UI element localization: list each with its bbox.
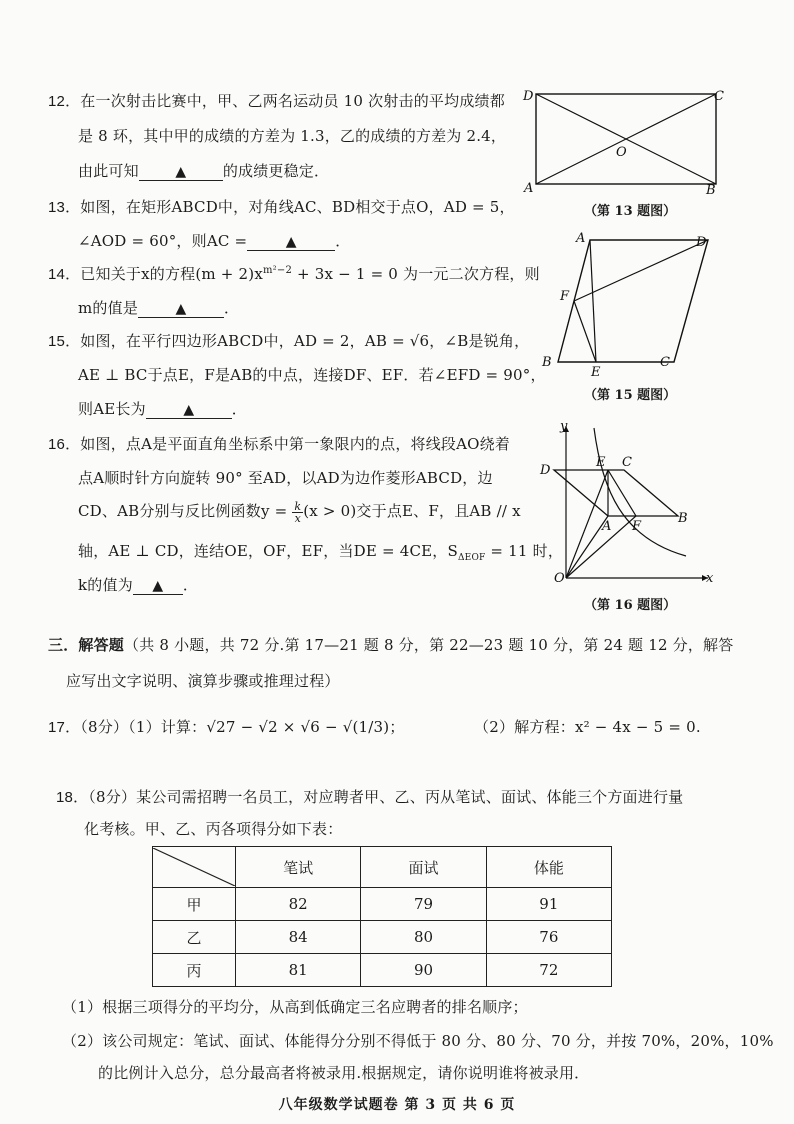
q15-label-d: D <box>696 235 707 250</box>
q16-line1 <box>48 433 510 454</box>
q13-label-a: A <box>524 181 534 196</box>
q15-line3 <box>78 398 247 419</box>
q13-label-b: B <box>706 183 716 198</box>
q13-label-c: C <box>714 89 724 104</box>
q14-text-1b: + 3x − 1 = 0 为一元二次方程，则 <box>292 265 540 283</box>
q15-text-3a: 则AE长为 <box>78 400 146 418</box>
table-cell: 82 <box>236 888 361 921</box>
table-header-interview: 面试 <box>361 847 486 888</box>
table-corner-diagonal <box>153 848 235 886</box>
q14-text-1a: 已知关于x的方程(m + 2)x <box>80 265 263 283</box>
table-row-name: 甲 <box>153 888 236 921</box>
section3-heading <box>48 634 733 655</box>
q13-caption: （第 13 题图） <box>584 204 677 219</box>
q15-caption: （第 15 题图） <box>584 388 677 403</box>
section3-title: 三．解答题 <box>48 636 125 654</box>
q13-label-o: O <box>616 145 627 160</box>
table-cell: 80 <box>361 921 486 954</box>
q15-answer-blank[interactable] <box>146 400 232 419</box>
q17-part2: （2）解方程：x² − 4x − 5 = 0. <box>474 718 701 736</box>
table-corner-cell <box>153 847 236 888</box>
q13-label-d: D <box>523 89 534 104</box>
q18-text-1: （8分）某公司需招聘一名员工，对应聘者甲、乙、丙从笔试、面试、体能三个方面进行量 <box>88 788 684 806</box>
q16-label-d: D <box>540 463 551 478</box>
table-row <box>153 888 612 921</box>
q16-fraction <box>292 501 303 524</box>
q16-text-3a: CD、AB分别与反比例函数y = <box>78 502 288 520</box>
q12-answer-blank[interactable] <box>139 162 223 181</box>
q18-line1 <box>56 786 683 807</box>
q12-text-2: 是 8 环，其中甲的成绩的方差为 1.3，乙的成绩的方差为 2.4， <box>78 127 507 145</box>
q14-line2 <box>78 297 239 318</box>
q13-line2 <box>78 230 350 251</box>
q16-fraction-numerator: k <box>294 499 302 513</box>
q16-text-2: 点A顺时针方向旋转 90° 至AD，以AD为边作菱形ABCD，边 <box>78 469 493 487</box>
q18-subquestion-1: （1）根据三项得分的平均分，从高到低确定三名应聘者的排名顺序； <box>62 998 528 1016</box>
section3-description: （共 8 小题，共 72 分.第 17—21 题 8 分，第 22—23 题 10 分，第 24 题 12 分，解答 <box>124 636 734 654</box>
q16-figure <box>536 420 716 590</box>
q17-part1-end: ； <box>389 718 405 736</box>
blank-triangle-icon: ▲ <box>175 301 187 317</box>
q12-line1 <box>48 90 505 111</box>
table-cell: 81 <box>236 954 361 987</box>
q15-segment-fe <box>574 301 596 362</box>
q14-number: 14． <box>48 266 81 283</box>
blank-triangle-icon: ▲ <box>183 402 195 418</box>
q16-text-3b: (x > 0)交于点E、F，且AB // x <box>303 502 521 520</box>
table-header-written: 笔试 <box>236 847 361 888</box>
section3-instructions: 应写出文字说明、演算步骤或推理过程） <box>66 672 340 690</box>
q14-exponent: m²−2 <box>263 265 293 276</box>
q16-area-subscript: ΔEOF <box>457 553 486 563</box>
q15-label-a: A <box>576 231 586 246</box>
q13-text-2a: ∠AOD = 60°，则AC = <box>78 232 248 250</box>
blank-triangle-icon: ▲ <box>175 164 187 180</box>
q16-label-f: F <box>632 519 642 534</box>
table-row-name: 乙 <box>153 921 236 954</box>
q16-label-o: O <box>554 571 565 586</box>
q14-answer-blank[interactable] <box>138 299 224 318</box>
table-header-fitness: 体能 <box>486 847 611 888</box>
q17-line <box>48 716 405 737</box>
q17-part1: （8分）（1）计算：√27 − √2 × √6 − <box>80 718 343 736</box>
q12-text-3b: 的成绩更稳定． <box>222 162 330 180</box>
q15-figure <box>540 228 720 376</box>
table-header-row <box>153 847 612 888</box>
page-footer: 八年级数学试题卷 第 3 页 共 6 页 <box>278 1097 516 1113</box>
q16-number: 16． <box>48 436 81 453</box>
q15-label-e: E <box>591 365 601 376</box>
q17-number: 17． <box>48 719 81 736</box>
q13-text-1: 如图，在矩形ABCD中，对角线AC、BD相交于点O，AD = 5， <box>80 198 515 216</box>
q13-answer-blank[interactable] <box>247 232 335 251</box>
q17-part1-radical: √(1/3) <box>342 718 390 736</box>
q16-label-e: E <box>596 455 606 470</box>
blank-triangle-icon: ▲ <box>285 234 297 250</box>
table-cell: 90 <box>361 954 486 987</box>
q16-rhombus <box>554 470 678 516</box>
q14-text-2a: m的值是 <box>78 299 139 317</box>
q13-number: 13． <box>48 199 81 216</box>
q15-segment-ae <box>590 240 596 362</box>
q16-line5 <box>78 574 198 595</box>
q12-text-1: 在一次射击比赛中，甲、乙两名运动员 10 次射击的平均成绩都 <box>80 92 505 110</box>
q16-line3 <box>78 500 521 524</box>
table-cell: 79 <box>361 888 486 921</box>
blank-triangle-icon: ▲ <box>152 578 164 594</box>
q15-text-1: 如图，在平行四边形ABCD中，AD = 2，AB = √6，∠B是锐角， <box>80 332 530 350</box>
table-row <box>153 954 612 987</box>
q16-line4 <box>78 540 563 563</box>
q18-subquestion-2-line2: 的比例计入总分，总分最高者将被录用.根据规定，请你说明谁将被录用． <box>98 1064 590 1082</box>
q16-answer-blank[interactable] <box>133 576 183 595</box>
q16-fraction-denominator: x <box>294 511 301 525</box>
q16-label-a: A <box>602 519 612 534</box>
q15-label-b: B <box>542 355 552 370</box>
q12-text-3a: 由此可知 <box>78 162 139 180</box>
q18-number: 18． <box>56 789 89 806</box>
q18-subquestion-2-line1: （2）该公司规定：笔试、面试、体能得分分别不得低于 80 分、80 分、70 分，并按 70%，20%，10% <box>62 1032 774 1050</box>
q15-segment-fd <box>574 240 708 301</box>
table-cell: 76 <box>486 921 611 954</box>
q16-text-5a: k的值为 <box>78 576 133 594</box>
q16-text-4a: 轴，AE ⊥ CD，连结OE，OF，EF，当DE = 4CE，S <box>78 542 458 560</box>
q13-text-2b: ． <box>335 232 351 250</box>
q14-line1 <box>48 263 540 284</box>
q16-label-b: B <box>678 511 688 526</box>
q16-text-4b: = 11 时， <box>485 542 564 560</box>
q13-line1 <box>48 196 515 217</box>
table-row <box>153 921 612 954</box>
table-row-name: 丙 <box>153 954 236 987</box>
table-cell: 91 <box>486 888 611 921</box>
q16-label-c: C <box>622 455 632 470</box>
q18-text-2: 化考核。甲、乙、丙各项得分如下表： <box>84 820 343 838</box>
q16-text-5b: ． <box>182 576 199 594</box>
q15-number: 15． <box>48 333 81 350</box>
q16-label-x: x <box>706 571 714 586</box>
table-cell: 72 <box>486 954 611 987</box>
table-cell: 84 <box>236 921 361 954</box>
q14-text-2b: ． <box>224 299 240 317</box>
q13-figure <box>520 86 730 198</box>
q16-text-1: 如图，点A是平面直角坐标系中第一象限内的点，将线段AO绕着 <box>80 435 511 453</box>
q16-caption: （第 16 题图） <box>584 598 677 613</box>
q15-line1 <box>48 330 529 351</box>
q15-label-f: F <box>560 289 570 304</box>
q15-label-c: C <box>660 355 670 370</box>
q16-label-y: y <box>560 420 568 434</box>
q15-text-2: AE ⊥ BC于点E，F是AB的中点，连接DF、EF．若∠EFD = 90°， <box>78 366 546 384</box>
q15-parallelogram <box>558 240 708 362</box>
q18-score-table <box>152 846 612 987</box>
q15-text-3b: ． <box>231 400 247 418</box>
q12-number: 12． <box>48 93 81 110</box>
q12-line3 <box>78 160 329 181</box>
